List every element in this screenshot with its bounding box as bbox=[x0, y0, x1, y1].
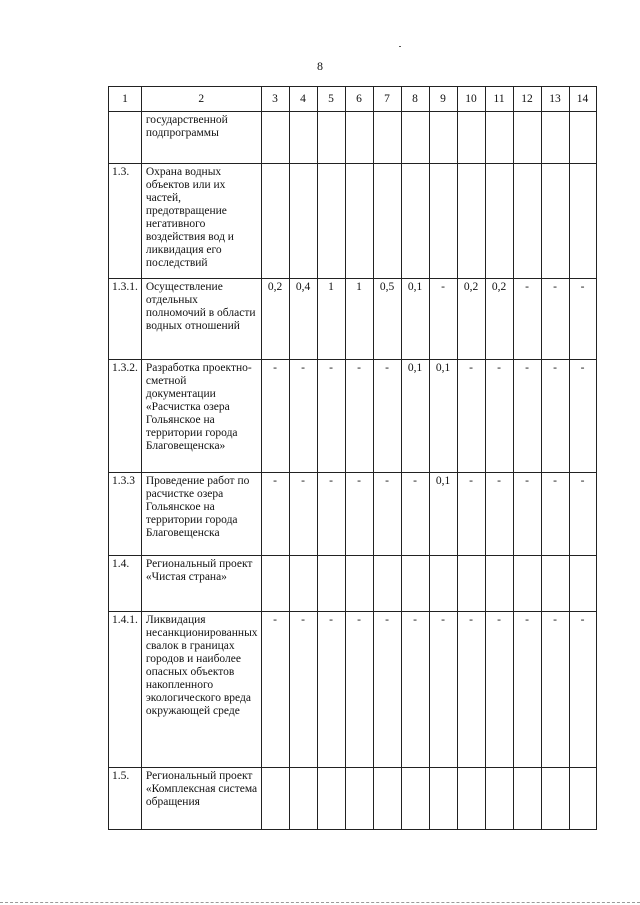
value-cell bbox=[317, 768, 345, 830]
value-cell: 0,1 bbox=[429, 473, 457, 556]
value-cell: - bbox=[485, 612, 513, 768]
column-header: 1 bbox=[109, 87, 142, 112]
scan-edge-line bbox=[0, 901, 640, 903]
value-cell: - bbox=[513, 612, 541, 768]
scan-speck bbox=[399, 46, 401, 47]
value-cell: - bbox=[289, 473, 317, 556]
value-cell bbox=[317, 112, 345, 164]
value-cell bbox=[457, 164, 485, 279]
value-cell: - bbox=[401, 612, 429, 768]
row-description: Проведение работ по расчистке озера Гольянское на территории города Благовещенска bbox=[141, 473, 261, 556]
value-cell bbox=[429, 112, 457, 164]
column-header: 3 bbox=[261, 87, 289, 112]
row-description: Осуществление отдельных полномочий в области водных отношений bbox=[141, 279, 261, 360]
row-description: Охрана водных объектов или их частей, предотвращение негативного воздействия вод и ликвидация его последствий bbox=[141, 164, 261, 279]
row-number: 1.4.1. bbox=[109, 612, 142, 768]
value-cell: 0,1 bbox=[429, 360, 457, 473]
value-cell bbox=[485, 164, 513, 279]
value-cell: - bbox=[513, 473, 541, 556]
value-cell: - bbox=[373, 360, 401, 473]
value-cell: - bbox=[261, 360, 289, 473]
value-cell: - bbox=[541, 279, 569, 360]
column-header: 13 bbox=[541, 87, 569, 112]
table-header-row bbox=[109, 87, 597, 112]
table-row bbox=[109, 556, 597, 612]
value-cell: - bbox=[261, 473, 289, 556]
value-cell bbox=[289, 768, 317, 830]
value-cell: 1 bbox=[317, 279, 345, 360]
value-cell bbox=[485, 768, 513, 830]
value-cell: - bbox=[513, 360, 541, 473]
value-cell: - bbox=[485, 360, 513, 473]
table-row bbox=[109, 164, 597, 279]
value-cell bbox=[457, 768, 485, 830]
value-cell: 0,4 bbox=[289, 279, 317, 360]
value-cell bbox=[345, 112, 373, 164]
row-description: Региональный проект «Чистая страна» bbox=[141, 556, 261, 612]
value-cell: - bbox=[317, 360, 345, 473]
table-row bbox=[109, 768, 597, 830]
value-cell: - bbox=[541, 473, 569, 556]
value-cell: - bbox=[457, 360, 485, 473]
column-header: 4 bbox=[289, 87, 317, 112]
value-cell bbox=[513, 768, 541, 830]
value-cell bbox=[429, 164, 457, 279]
value-cell bbox=[345, 768, 373, 830]
column-header: 14 bbox=[569, 87, 596, 112]
value-cell bbox=[261, 164, 289, 279]
value-cell bbox=[289, 556, 317, 612]
value-cell: 0,2 bbox=[457, 279, 485, 360]
row-number: 1.3. bbox=[109, 164, 142, 279]
row-description: Ликвидация несанкционированных свалок в границах городов и наиболее опасных объектов накопленного экологического вреда окружающей среде bbox=[141, 612, 261, 768]
value-cell bbox=[373, 556, 401, 612]
column-header: 7 bbox=[373, 87, 401, 112]
value-cell: 0,2 bbox=[261, 279, 289, 360]
value-cell bbox=[401, 164, 429, 279]
value-cell bbox=[541, 112, 569, 164]
value-cell: - bbox=[569, 473, 596, 556]
value-cell: 0,5 bbox=[373, 279, 401, 360]
value-cell: - bbox=[373, 612, 401, 768]
value-cell bbox=[401, 768, 429, 830]
value-cell: - bbox=[317, 612, 345, 768]
value-cell: - bbox=[541, 360, 569, 473]
row-number: 1.3.3 bbox=[109, 473, 142, 556]
value-cell: - bbox=[429, 279, 457, 360]
value-cell: - bbox=[373, 473, 401, 556]
value-cell: - bbox=[513, 279, 541, 360]
value-cell: - bbox=[289, 612, 317, 768]
value-cell: - bbox=[569, 612, 596, 768]
value-cell bbox=[457, 112, 485, 164]
value-cell bbox=[261, 112, 289, 164]
row-number: 1.3.1. bbox=[109, 279, 142, 360]
column-header: 11 bbox=[485, 87, 513, 112]
value-cell bbox=[373, 112, 401, 164]
value-cell bbox=[541, 556, 569, 612]
value-cell bbox=[401, 556, 429, 612]
row-number: 1.4. bbox=[109, 556, 142, 612]
row-number: 1.5. bbox=[109, 768, 142, 830]
value-cell bbox=[541, 768, 569, 830]
column-header: 9 bbox=[429, 87, 457, 112]
value-cell bbox=[457, 556, 485, 612]
value-cell bbox=[401, 112, 429, 164]
value-cell bbox=[261, 556, 289, 612]
value-cell: - bbox=[569, 360, 596, 473]
table-row bbox=[109, 279, 597, 360]
column-header: 5 bbox=[317, 87, 345, 112]
value-cell: - bbox=[345, 612, 373, 768]
column-header: 8 bbox=[401, 87, 429, 112]
column-header: 10 bbox=[457, 87, 485, 112]
row-number bbox=[109, 112, 142, 164]
table-row bbox=[109, 612, 597, 768]
value-cell: - bbox=[401, 473, 429, 556]
value-cell: - bbox=[485, 473, 513, 556]
value-cell: - bbox=[345, 473, 373, 556]
page-number: 8 bbox=[317, 59, 323, 73]
value-cell bbox=[569, 768, 596, 830]
value-cell bbox=[485, 556, 513, 612]
value-cell bbox=[373, 164, 401, 279]
data-table bbox=[108, 86, 597, 830]
column-header: 2 bbox=[141, 87, 261, 112]
value-cell bbox=[569, 112, 596, 164]
value-cell: - bbox=[457, 612, 485, 768]
table-row bbox=[109, 473, 597, 556]
row-description: Региональный проект «Комплексная система обращения bbox=[141, 768, 261, 830]
value-cell: 1 bbox=[345, 279, 373, 360]
value-cell bbox=[261, 768, 289, 830]
value-cell bbox=[317, 164, 345, 279]
value-cell: - bbox=[457, 473, 485, 556]
value-cell: 0,1 bbox=[401, 360, 429, 473]
value-cell bbox=[429, 556, 457, 612]
value-cell bbox=[513, 112, 541, 164]
value-cell bbox=[513, 164, 541, 279]
value-cell bbox=[289, 112, 317, 164]
value-cell: - bbox=[289, 360, 317, 473]
value-cell bbox=[513, 556, 541, 612]
value-cell bbox=[345, 164, 373, 279]
value-cell bbox=[569, 164, 596, 279]
row-number: 1.3.2. bbox=[109, 360, 142, 473]
value-cell bbox=[289, 164, 317, 279]
column-header: 12 bbox=[513, 87, 541, 112]
table-row bbox=[109, 360, 597, 473]
value-cell: 0,1 bbox=[401, 279, 429, 360]
value-cell bbox=[485, 112, 513, 164]
row-description: Разработка проектно-сметной документации «Расчистка озера Гольянское на территории города Благовещенска» bbox=[141, 360, 261, 473]
column-header: 6 bbox=[345, 87, 373, 112]
value-cell bbox=[317, 556, 345, 612]
row-description: государственной подпрограммы bbox=[141, 112, 261, 164]
value-cell: - bbox=[429, 612, 457, 768]
value-cell: - bbox=[261, 612, 289, 768]
value-cell: 0,2 bbox=[485, 279, 513, 360]
value-cell bbox=[569, 556, 596, 612]
value-cell bbox=[429, 768, 457, 830]
table-row bbox=[109, 112, 597, 164]
value-cell: - bbox=[541, 612, 569, 768]
value-cell bbox=[373, 768, 401, 830]
value-cell bbox=[345, 556, 373, 612]
value-cell: - bbox=[317, 473, 345, 556]
value-cell: - bbox=[569, 279, 596, 360]
value-cell: - bbox=[345, 360, 373, 473]
value-cell bbox=[541, 164, 569, 279]
